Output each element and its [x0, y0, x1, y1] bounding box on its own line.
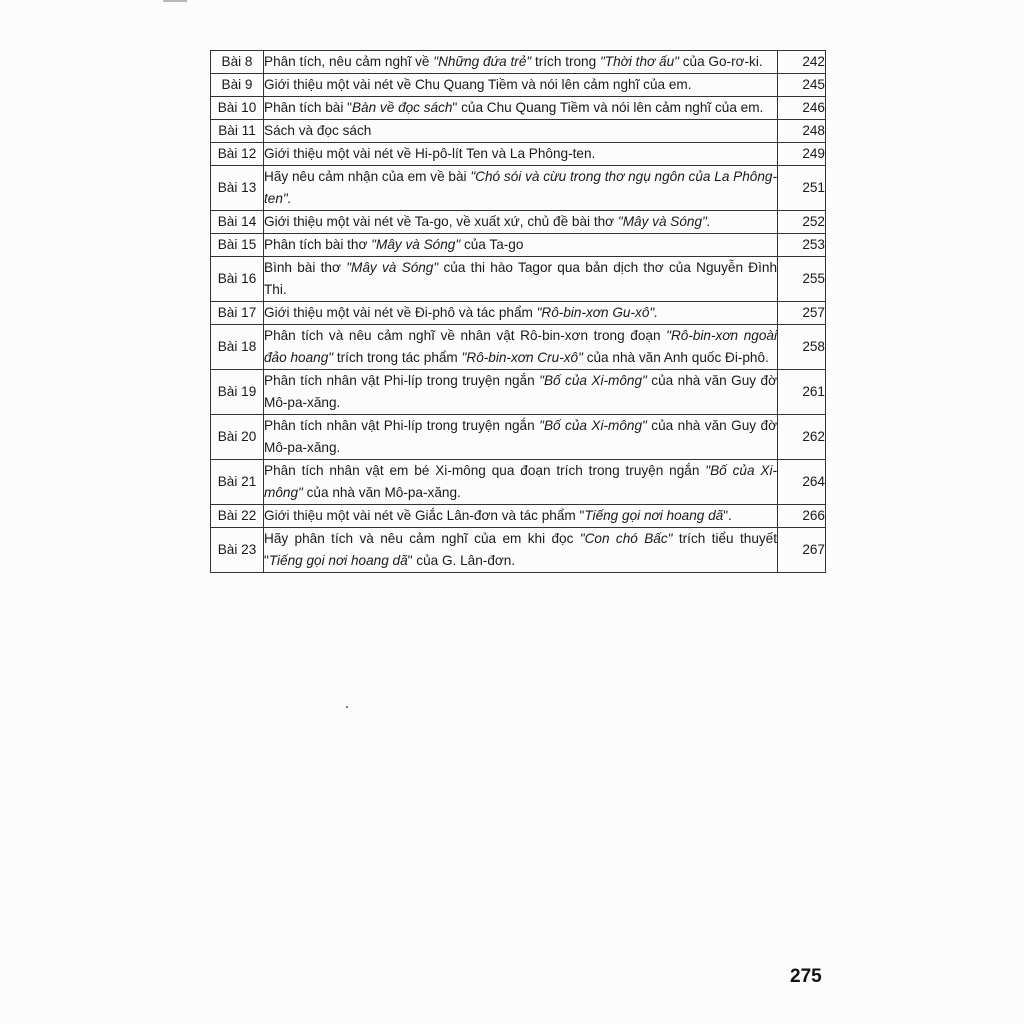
title-segment: Phân tích nhân vật Phi-líp trong truyện ngắn	[264, 418, 540, 433]
lesson-number: Bài 18	[211, 325, 264, 370]
title-italic-segment: "Bố của Xi-mông"	[539, 373, 647, 388]
title-italic-segment: "Con chó Bấc"	[579, 531, 673, 546]
toc-row	[211, 51, 826, 74]
toc-row	[211, 234, 826, 257]
lesson-title	[264, 325, 778, 370]
lesson-number: Bài 17	[211, 302, 264, 325]
toc-row	[211, 325, 826, 370]
lesson-title	[264, 302, 778, 325]
toc-row	[211, 257, 826, 302]
title-italic-segment: "Chó sói và cừu trong thơ ngụ ngôn của La Phông-ten".	[264, 169, 777, 206]
title-segment: của nhà văn Guy đờ Mô-pa-xăng.	[264, 418, 777, 455]
lesson-number: Bài 19	[211, 370, 264, 415]
toc-row	[211, 74, 826, 97]
title-segment: " của G. Lân-đơn.	[407, 553, 516, 568]
title-italic-segment: "Rô-bin-xơn Cru-xô"	[461, 350, 583, 365]
toc-row	[211, 370, 826, 415]
table-of-contents	[210, 50, 826, 573]
page-edge-mark	[163, 0, 187, 2]
title-segment: của nhà văn Anh quốc Đi-phô.	[582, 350, 769, 365]
title-segment: " của Chu Quang Tiềm và nói lên cảm nghĩ của em.	[452, 100, 764, 115]
lesson-number: Bài 21	[211, 460, 264, 505]
lesson-title	[264, 120, 778, 143]
toc-row	[211, 528, 826, 573]
title-italic-segment: "Rô-bin-xơn ngoài đảo hoang"	[264, 328, 777, 365]
title-segment: Giới thiệu một vài nét về Chu Quang Tiềm và nói lên cảm nghĩ của em.	[264, 77, 692, 92]
title-segment: trích trong tác phẩm	[333, 350, 462, 365]
lesson-page: 252	[778, 211, 826, 234]
lesson-number: Bài 12	[211, 143, 264, 166]
lesson-page: 248	[778, 120, 826, 143]
lesson-page: 253	[778, 234, 826, 257]
title-segment: của Go-rơ-ki.	[678, 54, 763, 69]
lesson-page: 251	[778, 166, 826, 211]
toc-row	[211, 143, 826, 166]
lesson-title	[264, 415, 778, 460]
title-segment: Hãy phân tích và nêu cảm nghĩ của em khi đọc	[264, 531, 580, 546]
title-segment: Phân tích nhân vật Phi-líp trong truyện ngắn	[264, 373, 540, 388]
lesson-title	[264, 51, 778, 74]
toc-body	[211, 51, 826, 573]
title-segment: Bình bài thơ	[264, 260, 347, 275]
lesson-number: Bài 14	[211, 211, 264, 234]
lesson-number: Bài 22	[211, 505, 264, 528]
lesson-number: Bài 15	[211, 234, 264, 257]
title-italic-segment: "Mây và Sóng"	[371, 237, 461, 252]
lesson-title	[264, 166, 778, 211]
lesson-page: 258	[778, 325, 826, 370]
title-segment: của Ta-go	[460, 237, 524, 252]
lesson-page: 245	[778, 74, 826, 97]
lesson-page: 267	[778, 528, 826, 573]
lesson-page: 266	[778, 505, 826, 528]
lesson-page: 242	[778, 51, 826, 74]
lesson-number: Bài 11	[211, 120, 264, 143]
toc-row	[211, 97, 826, 120]
title-segment: của nhà văn Mô-pa-xăng.	[302, 485, 461, 500]
title-italic-segment: "Mây và Sóng".	[617, 214, 711, 229]
title-segment: trích trong	[531, 54, 600, 69]
title-italic-segment: Tiếng gọi nơi hoang dã	[584, 508, 724, 523]
title-segment: Phân tích và nêu cảm nghĩ về nhân vật Rô-bin-xơn trong đoạn	[264, 328, 667, 343]
page-number: 275	[790, 966, 822, 987]
lesson-title	[264, 97, 778, 120]
title-segment: Phân tích nhân vật em bé Xi-mông qua đoạn trích trong truyện ngắn	[264, 463, 706, 478]
title-italic-segment: "Những đứa trẻ"	[433, 54, 532, 69]
title-italic-segment: "Mây và Sóng"	[346, 260, 439, 275]
toc-row	[211, 211, 826, 234]
lesson-number: Bài 13	[211, 166, 264, 211]
toc-row	[211, 302, 826, 325]
title-italic-segment: "Rô-bin-xơn Gu-xô".	[536, 305, 658, 320]
lesson-title	[264, 74, 778, 97]
title-segment: Giới thiệu một vài nét về Đi-phô và tác phẩm	[264, 305, 537, 320]
title-italic-segment: Bàn về đọc sách	[351, 100, 453, 115]
lesson-title	[264, 460, 778, 505]
lesson-page: 249	[778, 143, 826, 166]
title-segment: Phân tích bài thơ	[264, 237, 372, 252]
lesson-title	[264, 234, 778, 257]
lesson-page: 261	[778, 370, 826, 415]
toc-row	[211, 460, 826, 505]
title-segment: ".	[723, 508, 732, 523]
lesson-page: 246	[778, 97, 826, 120]
lesson-number: Bài 20	[211, 415, 264, 460]
toc-row	[211, 415, 826, 460]
toc-row	[211, 505, 826, 528]
title-italic-segment: Tiếng gọi nơi hoang dã	[268, 553, 408, 568]
lesson-page: 255	[778, 257, 826, 302]
title-segment: Sách và đọc sách	[264, 123, 372, 138]
toc-row	[211, 120, 826, 143]
lesson-page: 257	[778, 302, 826, 325]
title-segment: của nhà văn Guy đờ Mô-pa-xăng.	[264, 373, 777, 410]
title-segment: Hãy nêu cảm nhận của em về bài	[264, 169, 471, 184]
toc-row	[211, 166, 826, 211]
title-segment: Giới thiệu một vài nét về Giắc Lân-đơn và tác phẩm "	[264, 508, 585, 523]
lesson-page: 264	[778, 460, 826, 505]
title-segment: trích tiểu thuyết "	[264, 531, 778, 568]
lesson-number: Bài 8	[211, 51, 264, 74]
title-segment: của thi hào Tagor qua bản dịch thơ của Nguyễn Đình Thi.	[264, 260, 778, 297]
lesson-number: Bài 16	[211, 257, 264, 302]
lesson-number: Bài 10	[211, 97, 264, 120]
title-segment: Giới thiệu một vài nét về Hi-pô-lít Ten và La Phông-ten.	[264, 146, 596, 161]
lesson-page: 262	[778, 415, 826, 460]
lesson-title	[264, 505, 778, 528]
title-segment: Giới thiệu một vài nét về Ta-go, về xuất xứ, chủ đề bài thơ	[264, 214, 618, 229]
title-italic-segment: "Thời thơ ấu"	[599, 54, 679, 69]
lesson-title	[264, 528, 778, 573]
lesson-title	[264, 143, 778, 166]
title-segment: Phân tích, nêu cảm nghĩ về	[264, 54, 434, 69]
lesson-number: Bài 9	[211, 74, 264, 97]
lesson-number: Bài 23	[211, 528, 264, 573]
lesson-title	[264, 211, 778, 234]
title-italic-segment: "Bố của Xi-mông"	[264, 463, 777, 500]
title-segment: Phân tích bài "	[264, 100, 352, 115]
title-italic-segment: "Bố của Xi-mông"	[539, 418, 647, 433]
lesson-title	[264, 370, 778, 415]
lesson-title	[264, 257, 778, 302]
print-speck	[346, 706, 348, 708]
